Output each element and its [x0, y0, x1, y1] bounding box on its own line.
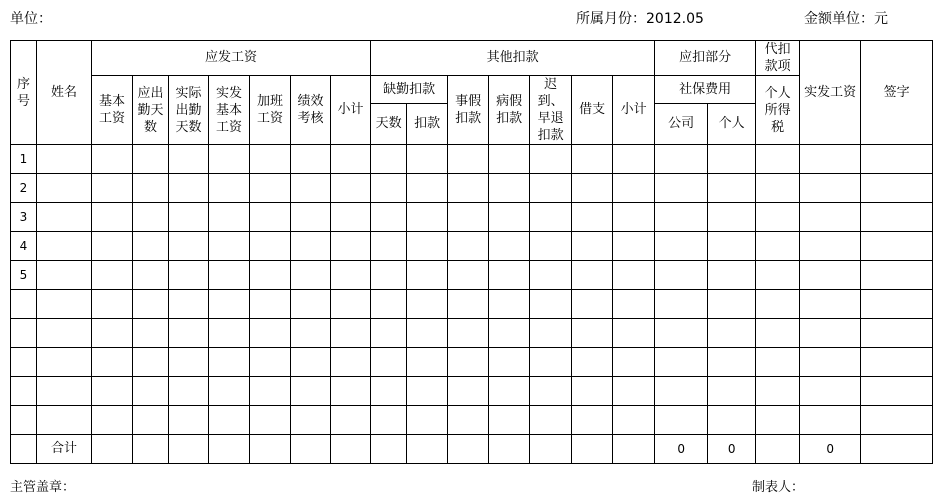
- table-cell[interactable]: [169, 174, 209, 203]
- group-deductible: 应扣部分: [655, 41, 756, 76]
- table-cell[interactable]: [37, 377, 92, 406]
- table-cell[interactable]: [291, 145, 331, 174]
- table-cell[interactable]: [530, 203, 572, 232]
- table-row: [11, 348, 933, 377]
- table-cell[interactable]: [331, 406, 371, 435]
- table-cell[interactable]: [133, 319, 169, 348]
- table-cell[interactable]: [448, 348, 489, 377]
- table-cell[interactable]: [655, 232, 708, 261]
- table-cell[interactable]: [572, 261, 613, 290]
- table-cell[interactable]: [756, 377, 800, 406]
- col-absence-days: 天数: [371, 104, 407, 145]
- table-cell[interactable]: [250, 377, 291, 406]
- table-cell[interactable]: [708, 290, 756, 319]
- table-cell[interactable]: [37, 232, 92, 261]
- table-cell[interactable]: [800, 203, 861, 232]
- col-loan: 借支: [572, 76, 613, 145]
- table-cell[interactable]: [572, 232, 613, 261]
- table-cell[interactable]: [756, 174, 800, 203]
- col-overtime: 加班工资: [250, 76, 291, 145]
- table-cell[interactable]: [250, 203, 291, 232]
- row-seq: [11, 290, 37, 319]
- table-cell[interactable]: [37, 406, 92, 435]
- table-cell[interactable]: [291, 174, 331, 203]
- table-cell[interactable]: [800, 348, 861, 377]
- row-seq: [11, 348, 37, 377]
- table-cell[interactable]: [861, 406, 933, 435]
- table-cell[interactable]: [489, 261, 530, 290]
- table-cell[interactable]: [169, 290, 209, 319]
- table-cell[interactable]: [92, 174, 133, 203]
- document-footer: [10, 476, 934, 494]
- table-cell[interactable]: [708, 348, 756, 377]
- table-cell[interactable]: [169, 319, 209, 348]
- total-label: 合计: [37, 435, 92, 464]
- col-subtotal-payable: 小计: [331, 76, 371, 145]
- table-cell[interactable]: [209, 174, 250, 203]
- table-cell[interactable]: [756, 261, 800, 290]
- table-cell[interactable]: [448, 203, 489, 232]
- table-cell[interactable]: [291, 348, 331, 377]
- col-seq: 序号: [11, 41, 37, 145]
- total-row: [11, 435, 933, 464]
- table-cell[interactable]: [250, 261, 291, 290]
- table-cell[interactable]: [613, 261, 655, 290]
- table-cell[interactable]: [250, 232, 291, 261]
- table-cell[interactable]: [708, 261, 756, 290]
- col-signature: 签字: [861, 41, 933, 145]
- total-company: 0: [655, 435, 708, 464]
- table-cell[interactable]: [572, 203, 613, 232]
- table-cell[interactable]: [331, 174, 371, 203]
- table-cell[interactable]: [331, 348, 371, 377]
- table-cell[interactable]: [572, 290, 613, 319]
- table-cell[interactable]: [92, 145, 133, 174]
- table-cell[interactable]: [861, 348, 933, 377]
- table-cell[interactable]: [250, 406, 291, 435]
- table-cell[interactable]: [530, 145, 572, 174]
- table-cell[interactable]: [861, 174, 933, 203]
- table-row: [11, 377, 933, 406]
- table-cell[interactable]: [708, 377, 756, 406]
- table-cell[interactable]: [92, 232, 133, 261]
- col-personal-leave: 事假扣款: [448, 76, 489, 145]
- table-cell[interactable]: [489, 232, 530, 261]
- preparer-label: 制表人：: [752, 480, 805, 495]
- table-cell[interactable]: [169, 377, 209, 406]
- table-cell[interactable]: [655, 319, 708, 348]
- table-cell[interactable]: [530, 174, 572, 203]
- table-cell[interactable]: [92, 319, 133, 348]
- table-cell[interactable]: [407, 203, 448, 232]
- table-cell[interactable]: [371, 174, 407, 203]
- table-cell[interactable]: [209, 145, 250, 174]
- table-cell[interactable]: [92, 348, 133, 377]
- table-cell[interactable]: [613, 406, 655, 435]
- table-cell[interactable]: [331, 319, 371, 348]
- table-cell[interactable]: [331, 377, 371, 406]
- table-cell[interactable]: [613, 232, 655, 261]
- table-cell[interactable]: [861, 377, 933, 406]
- table-cell[interactable]: [756, 290, 800, 319]
- table-row: [11, 174, 933, 203]
- table-cell[interactable]: [708, 203, 756, 232]
- table-cell[interactable]: [800, 145, 861, 174]
- total-personal: 0: [708, 435, 756, 464]
- group-social-insurance: 社保费用: [655, 76, 756, 104]
- table-cell[interactable]: [708, 145, 756, 174]
- table-cell[interactable]: [371, 290, 407, 319]
- table-cell[interactable]: [92, 261, 133, 290]
- table-cell[interactable]: [530, 377, 572, 406]
- table-cell[interactable]: [489, 145, 530, 174]
- table-cell[interactable]: [448, 232, 489, 261]
- table-cell[interactable]: [572, 377, 613, 406]
- table-cell[interactable]: [169, 145, 209, 174]
- col-absence-deduct: 扣款: [407, 104, 448, 145]
- table-cell[interactable]: [407, 145, 448, 174]
- table-cell[interactable]: [92, 203, 133, 232]
- col-actual-base: 实发基本工资: [209, 76, 250, 145]
- table-cell[interactable]: [448, 145, 489, 174]
- table-cell[interactable]: [613, 377, 655, 406]
- table-cell[interactable]: [489, 203, 530, 232]
- col-subtotal-other: 小计: [613, 76, 655, 145]
- table-cell[interactable]: [407, 290, 448, 319]
- unit-label: 单位：: [10, 11, 52, 27]
- table-cell[interactable]: [530, 406, 572, 435]
- table-cell[interactable]: [133, 203, 169, 232]
- table-cell[interactable]: [530, 348, 572, 377]
- table-cell[interactable]: [861, 319, 933, 348]
- table-cell[interactable]: [655, 174, 708, 203]
- table-cell[interactable]: [613, 348, 655, 377]
- col-late-early: 迟到、早退扣款: [530, 76, 572, 145]
- table-cell[interactable]: [572, 348, 613, 377]
- table-cell[interactable]: [37, 203, 92, 232]
- col-required-days: 应出勤天数: [133, 76, 169, 145]
- table-cell[interactable]: [448, 406, 489, 435]
- table-cell[interactable]: [407, 232, 448, 261]
- table-cell[interactable]: [407, 348, 448, 377]
- table-cell[interactable]: [613, 174, 655, 203]
- group-absence: 缺勤扣款: [371, 76, 448, 104]
- table-cell[interactable]: [169, 261, 209, 290]
- table-cell[interactable]: [331, 145, 371, 174]
- table-cell[interactable]: [250, 290, 291, 319]
- table-cell[interactable]: [169, 348, 209, 377]
- row-seq: [11, 406, 37, 435]
- table-cell[interactable]: [861, 261, 933, 290]
- table-cell[interactable]: [530, 232, 572, 261]
- table-cell[interactable]: [209, 290, 250, 319]
- table-cell[interactable]: [209, 203, 250, 232]
- table-cell[interactable]: [407, 377, 448, 406]
- table-cell[interactable]: [291, 261, 331, 290]
- table-cell[interactable]: [291, 290, 331, 319]
- table-cell[interactable]: [448, 377, 489, 406]
- row-seq: [11, 377, 37, 406]
- table-row: [11, 145, 933, 174]
- group-payable: 应发工资: [92, 41, 371, 76]
- table-row: [11, 232, 933, 261]
- table-cell[interactable]: [291, 203, 331, 232]
- col-personal: 个人: [708, 104, 756, 145]
- table-cell[interactable]: [572, 406, 613, 435]
- group-withhold: 代扣款项: [756, 41, 800, 76]
- table-cell[interactable]: [572, 145, 613, 174]
- table-cell[interactable]: [371, 145, 407, 174]
- table-cell[interactable]: [756, 232, 800, 261]
- table-cell[interactable]: [209, 406, 250, 435]
- table-cell[interactable]: [655, 406, 708, 435]
- col-company: 公司: [655, 104, 708, 145]
- table-cell[interactable]: [331, 261, 371, 290]
- table-cell[interactable]: [613, 145, 655, 174]
- table-cell[interactable]: [133, 377, 169, 406]
- table-cell[interactable]: [800, 174, 861, 203]
- table-cell[interactable]: [613, 319, 655, 348]
- col-income-tax: 个人所得税: [756, 76, 800, 145]
- table-cell[interactable]: [489, 174, 530, 203]
- table-cell[interactable]: [169, 232, 209, 261]
- table-cell[interactable]: [92, 377, 133, 406]
- table-cell[interactable]: [169, 406, 209, 435]
- row-seq: 3: [11, 203, 37, 232]
- table-cell[interactable]: [37, 145, 92, 174]
- table-cell[interactable]: [530, 290, 572, 319]
- col-actual-days: 实际出勤天数: [169, 76, 209, 145]
- table-cell[interactable]: [407, 406, 448, 435]
- table-cell[interactable]: [407, 174, 448, 203]
- table-cell[interactable]: [133, 261, 169, 290]
- table-cell[interactable]: [530, 261, 572, 290]
- table-cell[interactable]: [209, 348, 250, 377]
- table-cell[interactable]: [800, 261, 861, 290]
- table-cell[interactable]: [331, 203, 371, 232]
- table-cell[interactable]: [613, 203, 655, 232]
- col-base-salary: 基本工资: [92, 76, 133, 145]
- table-cell[interactable]: [291, 406, 331, 435]
- table-cell[interactable]: [572, 174, 613, 203]
- table-cell[interactable]: [407, 319, 448, 348]
- supervisor-stamp-label: 主管盖章：: [10, 480, 76, 495]
- table-cell[interactable]: [209, 319, 250, 348]
- table-row: [11, 261, 933, 290]
- table-cell[interactable]: [655, 203, 708, 232]
- table-cell[interactable]: [371, 261, 407, 290]
- table-cell[interactable]: [572, 319, 613, 348]
- table-cell[interactable]: [133, 406, 169, 435]
- table-cell[interactable]: [92, 406, 133, 435]
- row-seq: 5: [11, 261, 37, 290]
- table-cell[interactable]: [800, 406, 861, 435]
- table-row: [11, 319, 933, 348]
- table-cell[interactable]: [291, 377, 331, 406]
- table-cell[interactable]: [37, 348, 92, 377]
- table-row: [11, 290, 933, 319]
- table-cell[interactable]: [489, 319, 530, 348]
- table-cell[interactable]: [250, 319, 291, 348]
- table-cell[interactable]: [655, 261, 708, 290]
- table-cell[interactable]: [371, 377, 407, 406]
- table-cell[interactable]: [371, 203, 407, 232]
- table-cell[interactable]: [133, 145, 169, 174]
- row-seq: 4: [11, 232, 37, 261]
- table-cell[interactable]: [489, 290, 530, 319]
- table-row: [11, 203, 933, 232]
- table-cell[interactable]: [613, 290, 655, 319]
- table-cell[interactable]: [133, 290, 169, 319]
- col-net-pay: 实发工资: [800, 41, 861, 145]
- table-cell[interactable]: [133, 232, 169, 261]
- table-cell[interactable]: [861, 203, 933, 232]
- money-unit-label: 金额单位：元: [804, 11, 888, 27]
- table-cell[interactable]: [708, 232, 756, 261]
- table-cell[interactable]: [209, 232, 250, 261]
- table-cell[interactable]: [530, 319, 572, 348]
- table-cell[interactable]: [209, 261, 250, 290]
- table-cell[interactable]: [133, 348, 169, 377]
- table-cell[interactable]: [800, 319, 861, 348]
- table-cell[interactable]: [489, 377, 530, 406]
- table-cell[interactable]: [133, 174, 169, 203]
- table-cell[interactable]: [800, 377, 861, 406]
- table-cell[interactable]: [331, 232, 371, 261]
- table-cell[interactable]: [407, 261, 448, 290]
- table-cell[interactable]: [756, 319, 800, 348]
- group-other-deductions: 其他扣款: [371, 41, 655, 76]
- table-cell[interactable]: [37, 290, 92, 319]
- table-cell[interactable]: [37, 261, 92, 290]
- row-seq: 1: [11, 145, 37, 174]
- table-cell[interactable]: [92, 290, 133, 319]
- table-cell[interactable]: [861, 145, 933, 174]
- table-cell[interactable]: [655, 377, 708, 406]
- table-cell[interactable]: [448, 290, 489, 319]
- table-cell[interactable]: [756, 203, 800, 232]
- table-cell[interactable]: [371, 319, 407, 348]
- table-cell[interactable]: [37, 319, 92, 348]
- table-cell[interactable]: [861, 232, 933, 261]
- table-cell[interactable]: [756, 145, 800, 174]
- table-cell[interactable]: [448, 319, 489, 348]
- table-cell[interactable]: [655, 290, 708, 319]
- col-performance: 绩效考核: [291, 76, 331, 145]
- table-cell[interactable]: [489, 406, 530, 435]
- table-cell[interactable]: [209, 377, 250, 406]
- table-cell[interactable]: [371, 348, 407, 377]
- row-seq: [11, 319, 37, 348]
- col-sick-leave: 病假扣款: [489, 76, 530, 145]
- table-cell[interactable]: [291, 232, 331, 261]
- table-cell[interactable]: [489, 348, 530, 377]
- month-label: 所属月份：2012.05: [576, 11, 704, 27]
- col-name: 姓名: [37, 41, 92, 145]
- table-cell[interactable]: [331, 290, 371, 319]
- salary-table: [10, 40, 933, 464]
- table-cell[interactable]: [655, 348, 708, 377]
- table-cell[interactable]: [800, 232, 861, 261]
- table-cell[interactable]: [708, 319, 756, 348]
- table-cell[interactable]: [250, 174, 291, 203]
- table-cell[interactable]: [448, 261, 489, 290]
- table-cell[interactable]: [448, 174, 489, 203]
- table-cell[interactable]: [655, 145, 708, 174]
- row-seq: 2: [11, 174, 37, 203]
- table-cell[interactable]: [861, 290, 933, 319]
- table-cell[interactable]: [756, 406, 800, 435]
- table-cell[interactable]: [371, 406, 407, 435]
- table-cell[interactable]: [291, 319, 331, 348]
- document-header: [10, 8, 934, 30]
- table-cell[interactable]: [756, 348, 800, 377]
- table-row: [11, 406, 933, 435]
- table-cell[interactable]: [708, 406, 756, 435]
- table-cell[interactable]: [708, 174, 756, 203]
- total-net-pay: 0: [800, 435, 861, 464]
- table-cell[interactable]: [250, 348, 291, 377]
- table-cell[interactable]: [169, 203, 209, 232]
- table-cell[interactable]: [800, 290, 861, 319]
- table-cell[interactable]: [250, 145, 291, 174]
- table-cell[interactable]: [371, 232, 407, 261]
- table-cell[interactable]: [37, 174, 92, 203]
